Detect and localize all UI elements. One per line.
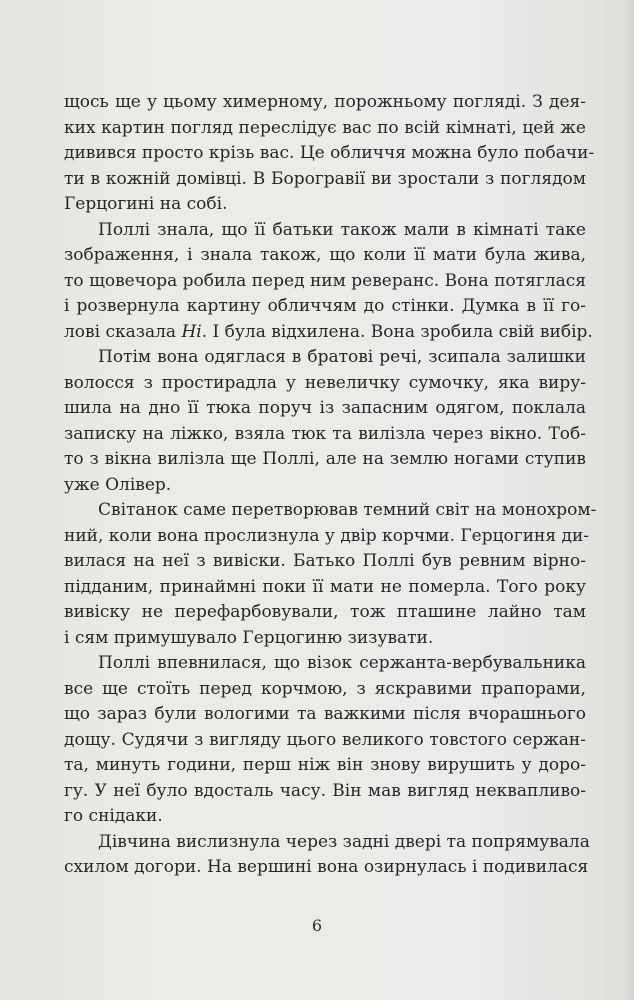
text-line: шила на дно її тюка поруч із запасним одягом, поклала	[64, 398, 586, 418]
text-line: Поллі знала, що її батьки також мали в кімнаті таке	[98, 219, 586, 240]
paragraph-6	[64, 830, 590, 881]
paragraph-2	[64, 218, 593, 346]
body-text	[64, 90, 597, 881]
text-line: го снідаки.	[64, 806, 163, 826]
text-line: що зараз були вологими та важкими після вчорашнього	[64, 704, 586, 724]
text-line: Світанок саме перетворював темний світ на монохром-	[98, 500, 597, 520]
text-line: схилом догори. На вершині вона озирнулась і подивилася	[64, 857, 589, 877]
text-line: лові сказала Ні. І була відхилена. Вона зробила свій вибір.	[64, 321, 593, 342]
text-line: дивився просто крізь вас. Це обличчя можна було побачи-	[64, 143, 595, 163]
italic-word: Ні	[181, 321, 202, 342]
text-line: Дівчина вислизнула через задні двері та попрямувала	[98, 831, 590, 852]
page-number: 6	[311, 916, 323, 935]
text-line: волосся з простирадла у невеличку сумочку, яка виру-	[64, 372, 586, 393]
text-line: зображення, і знала також, що коли її мати була жива,	[64, 245, 586, 265]
text-line: ний, коли вона прослизнула у двір корчми. Герцогиня ди-	[64, 525, 590, 546]
text-line: щось ще у цьому химерному, порожньому погляді. З дея-	[64, 92, 586, 112]
text-line: вивіску не перефарбовували, тож пташине лайно там	[64, 602, 586, 622]
text-line: та, минуть години, перш ніж він знову вирушить у доро-	[64, 755, 586, 775]
text-line: то з вікна вилізла ще Поллі, але на землю ногами ступив	[64, 449, 586, 469]
text-line: і розвернула картину обличчям до стінки. Думка в її го-	[64, 296, 586, 316]
text-line: все ще стоїть перед корчмою, з яскравими прапорами,	[64, 678, 586, 699]
paragraph-3	[64, 345, 586, 498]
paragraph-5	[64, 651, 586, 830]
text-line: гу. У неї було вдосталь часу. Він мав вигляд неквапливо-	[64, 780, 586, 801]
text-line: і сям примушувало Герцогиню зизувати.	[64, 627, 434, 648]
text-line: ких картин погляд переслідує вас по всій кімнаті, цей же	[64, 117, 586, 138]
text-line: вилася на неї з вивіски. Батько Поллі був ревним вірно-	[64, 551, 586, 571]
text-line: уже Олівер.	[64, 474, 172, 495]
paragraph-1	[64, 90, 595, 218]
text-line: Потім вона одяглася в братові речі, зсипала залишки	[98, 347, 586, 367]
text-line: Герцогині на собі.	[64, 194, 228, 214]
text-line: ти в кожній домівці. В Борогравії ви зростали з поглядом	[64, 168, 586, 189]
text-line: дощу. Судячи з вигляду цього великого товстого сержан-	[64, 729, 586, 750]
text-line: записку на ліжко, взяла тюк та вилізла через вікно. Тоб-	[64, 423, 586, 444]
text-line: підданим, принаймні поки її мати не померла. Того року	[64, 576, 586, 597]
text-line: Поллі впевнилася, що візок сержанта-вербувальника	[98, 653, 586, 673]
text-line: то щовечора робила перед ним реверанс. Вона потяглася	[64, 270, 586, 291]
paragraph-4	[64, 498, 597, 651]
